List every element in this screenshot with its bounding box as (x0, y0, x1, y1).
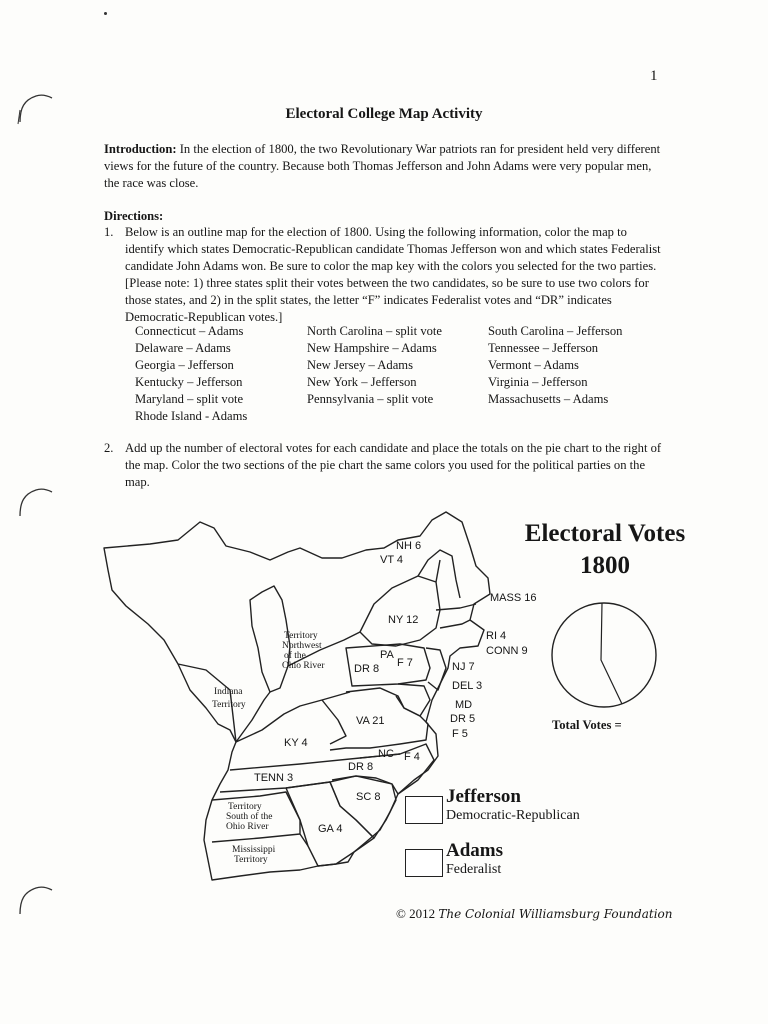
map-label-conn: CONN 9 (486, 645, 528, 657)
jefferson-key-party: Democratic-Republican (446, 808, 580, 823)
page-title: Electoral College Map Activity (285, 106, 483, 122)
map-label-indiana-territory: Indiana Territory (212, 687, 246, 710)
map-label-northwest-territory: Territory Northwest of the Ohio River (282, 631, 325, 671)
list-item: Maryland – split vote (135, 392, 244, 406)
directions-label: Directions: (104, 209, 164, 223)
copyright-org: The Colonial Williamsburg Foundation (438, 907, 673, 921)
page-number: 1 (650, 68, 658, 84)
map-label-nc: NC (378, 748, 394, 760)
margin-mark (14, 482, 54, 522)
state-results-col-2 (307, 323, 442, 408)
map-label-tenn: TENN 3 (254, 772, 294, 784)
md-outline (396, 684, 430, 716)
copyright-prefix: © 2012 (396, 906, 439, 921)
pie-chart-blank (550, 600, 660, 712)
list-item: South Carolina – Jefferson (488, 324, 623, 338)
adams-key-name: Adams (446, 840, 504, 861)
mass-line (436, 604, 476, 610)
step-1-text: Below is an outline map for the election of 1800. Using the following information, color the map to identify which states Democratic-Republican candidate Thomas Jefferson won and which states Federalist candidate John Adams won. Be sure to color the map key with the colors you selected for the two parties. [Please note: 1) three states split their votes between the two candidates, so be sure to use two colors for those states, and 2) in the split states, the letter “F” indicates Federalist votes and “DR” indicates Democratic-Republican votes.] (125, 225, 661, 324)
map-label-ga: GA 4 (318, 823, 343, 835)
map-label-nc-dr: DR 8 (348, 761, 374, 773)
miss-territory-line (212, 834, 300, 842)
list-item: Massachusetts – Adams (488, 392, 609, 406)
chart-title-year: 1800 (580, 552, 630, 579)
list-item: Rhode Island - Adams (135, 409, 248, 423)
step-2 (104, 440, 665, 491)
total-votes-label: Total Votes = (552, 718, 622, 732)
list-item: Kentucky – Jefferson (135, 375, 243, 389)
adams-key-party: Federalist (446, 862, 502, 877)
ny-outline (360, 576, 440, 646)
list-item: North Carolina – split vote (307, 324, 443, 338)
pie-outline (552, 603, 656, 707)
list-item: Delaware – Adams (135, 341, 231, 355)
map-outline (104, 512, 490, 880)
map-label-ky: KY 4 (284, 737, 308, 749)
list-item: New Hampshire – Adams (307, 341, 437, 355)
map-label-mass: MASS 16 (490, 592, 537, 604)
vt-nh-lines (418, 550, 460, 598)
map-label-ny: NY 12 (388, 614, 419, 626)
outline-map-1800 (100, 510, 537, 890)
map-label-md-f: F 5 (452, 728, 468, 740)
chart-title (505, 518, 705, 582)
map-label-vt: VT 4 (380, 554, 404, 566)
map-label-nc-f: F 4 (404, 751, 420, 763)
jefferson-key-name: Jefferson (446, 786, 521, 807)
map-label-mississippi-territory: Mississippi Territory (232, 845, 276, 865)
adams-key-box[interactable] (405, 849, 443, 877)
list-item: Vermont – Adams (488, 358, 579, 372)
list-item: New York – Jefferson (307, 375, 417, 389)
pie-divider (601, 603, 622, 704)
margin-mark (14, 880, 54, 920)
list-item: New Jersey – Adams (307, 358, 413, 372)
map-label-pa-dr: DR 8 (354, 663, 380, 675)
introduction (104, 141, 664, 192)
map-label-pa-f: F 7 (397, 657, 413, 669)
chart-title-line-1: Electoral Votes (524, 520, 686, 547)
map-label-ri: RI 4 (486, 630, 507, 642)
stray-dot (104, 12, 107, 15)
intro-text: In the election of 1800, the two Revolutionary War patriots ran for president held very different views for the future of the country. Because both Thomas Jefferson and John Adams were very popular men, the race was close. (104, 142, 661, 190)
conn-ri-line (440, 620, 470, 628)
list-item: Pennsylvania – split vote (307, 392, 434, 406)
list-item: Virginia – Jefferson (488, 375, 588, 389)
copyright (396, 906, 673, 922)
state-results-col-1 (135, 323, 247, 425)
map-label-md: MD (455, 699, 473, 711)
ky-va-line (322, 700, 346, 744)
map-label-nh: NH 6 (396, 540, 422, 552)
list-item: Georgia – Jefferson (135, 358, 234, 372)
map-label-md-dr: DR 5 (450, 713, 476, 725)
map-label-nj: NJ 7 (452, 661, 475, 673)
state-results-col-3 (488, 323, 622, 408)
map-label-pa: PA (380, 649, 394, 661)
intro-label: Introduction: (104, 142, 177, 156)
map-label-sc: SC 8 (356, 791, 381, 803)
jefferson-key-box[interactable] (405, 796, 443, 824)
map-label-del: DEL 3 (452, 680, 483, 692)
map-label-va: VA 21 (356, 715, 385, 727)
list-item: Connecticut – Adams (135, 324, 244, 338)
step-2-number: 2. (104, 441, 114, 455)
step-1 (104, 224, 665, 326)
step-1-number: 1. (104, 225, 114, 239)
list-item: Tennessee – Jefferson (488, 341, 599, 355)
map-label-south-territory: Territory South of the Ohio River (226, 802, 273, 832)
step-2-text: Add up the number of electoral votes for each candidate and place the totals on the pie chart to the right of the map. Color the two sections of the pie chart the same colors you used for the political parties on the map. (125, 441, 662, 489)
